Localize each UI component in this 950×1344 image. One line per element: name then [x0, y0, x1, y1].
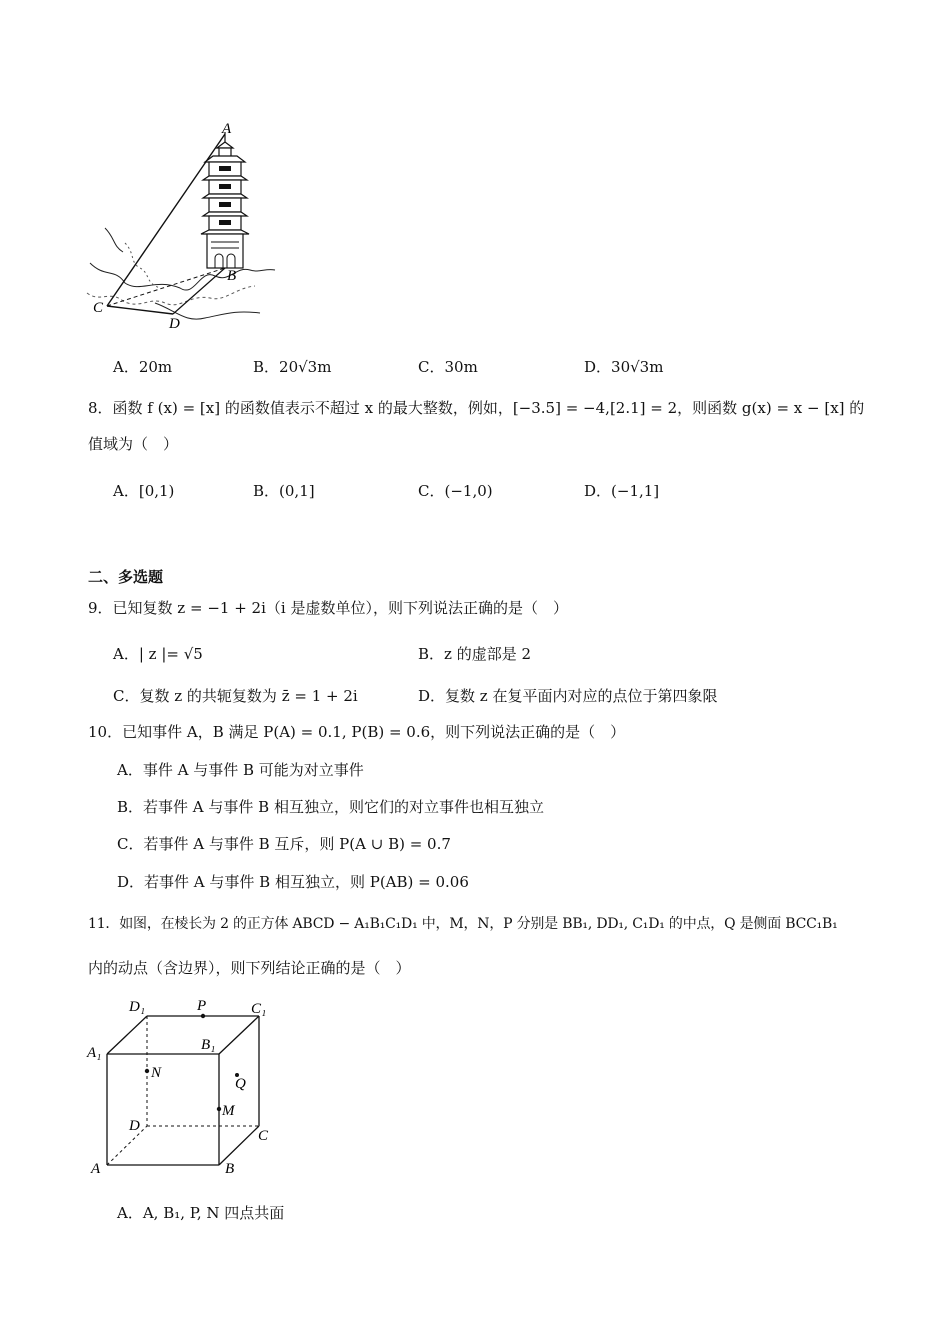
- label-d: D: [169, 316, 180, 332]
- q9-stem: 9．已知复数 z = −1 + 2i（i 是虚数单位），则下列说法正确的是（ ）: [88, 599, 568, 617]
- label-q: Q: [235, 1076, 246, 1092]
- q8-option-c[interactable]: C．(−1,0): [418, 482, 493, 500]
- q8-option-d[interactable]: D．(−1,1]: [584, 482, 660, 500]
- label-p: P: [197, 998, 207, 1014]
- q7-option-b[interactable]: B．20√3m: [253, 358, 332, 376]
- label-b1: B₁: [201, 1037, 216, 1053]
- q10-stem: 10．已知事件 A，B 满足 P(A) = 0.1, P(B) = 0.6，则下列说法正确的是（ ）: [88, 723, 626, 741]
- label-c: C: [258, 1128, 269, 1144]
- label-a1: A₁: [87, 1045, 102, 1061]
- q8-option-b[interactable]: B．(0,1]: [253, 482, 315, 500]
- q9-option-a[interactable]: A．| z |= √5: [113, 645, 203, 663]
- label-d1: D₁: [129, 999, 146, 1015]
- label-c1: C₁: [251, 1001, 267, 1017]
- q8-stem-line2: 值域为（ ）: [88, 435, 179, 453]
- q11-stem-line2: 内的动点（含边界），则下列结论正确的是（ ）: [88, 959, 411, 977]
- q7-option-d[interactable]: D．30√3m: [584, 358, 664, 376]
- q8-stem-line1: 8．函数 f (x) = [x] 的函数值表示不超过 x 的最大整数，例如，[−3.5] = −4,[2.1] = 2，则函数 g(x) = x − [x] 的: [88, 399, 865, 417]
- q9-option-b[interactable]: B．z 的虚部是 2: [418, 645, 532, 663]
- q10-option-a[interactable]: A．事件 A 与事件 B 可能为对立事件: [117, 761, 364, 779]
- section-heading: 二、多选题: [88, 568, 164, 586]
- label-a: A: [222, 121, 232, 137]
- q7-option-a[interactable]: A．20m: [113, 358, 173, 376]
- cube-figure: [85, 995, 285, 1180]
- q10-option-b[interactable]: B．若事件 A 与事件 B 相互独立，则它们的对立事件也相互独立: [117, 798, 544, 816]
- q7-option-c[interactable]: C．30m: [418, 358, 478, 376]
- label-b: B: [225, 1161, 235, 1177]
- q9-option-d[interactable]: D．复数 z 在复平面内对应的点位于第四象限: [418, 687, 718, 705]
- q9-option-c[interactable]: C．复数 z 的共轭复数为 z̄ = 1 + 2i: [113, 687, 358, 705]
- q10-option-d[interactable]: D．若事件 A 与事件 B 相互独立，则 P(AB) = 0.06: [117, 873, 469, 891]
- label-m: M: [222, 1103, 235, 1119]
- pagoda-figure: [85, 118, 285, 338]
- label-c: C: [93, 300, 104, 316]
- label-b: B: [227, 268, 237, 284]
- label-d: D: [129, 1118, 140, 1134]
- label-a: A: [91, 1161, 101, 1177]
- q8-option-a[interactable]: A．[0,1): [113, 482, 175, 500]
- label-n: N: [151, 1065, 162, 1081]
- q10-option-c[interactable]: C．若事件 A 与事件 B 互斥，则 P(A ∪ B) = 0.7: [117, 835, 451, 853]
- q11-option-a[interactable]: A．A, B₁, P, N 四点共面: [117, 1204, 285, 1222]
- q11-stem-line1: 11．如图，在棱长为 2 的正方体 ABCD − A₁B₁C₁D₁ 中，M，N，P 分别是 BB₁, DD₁, C₁D₁ 的中点，Q 是侧面 BCC₁B₁: [88, 916, 838, 932]
